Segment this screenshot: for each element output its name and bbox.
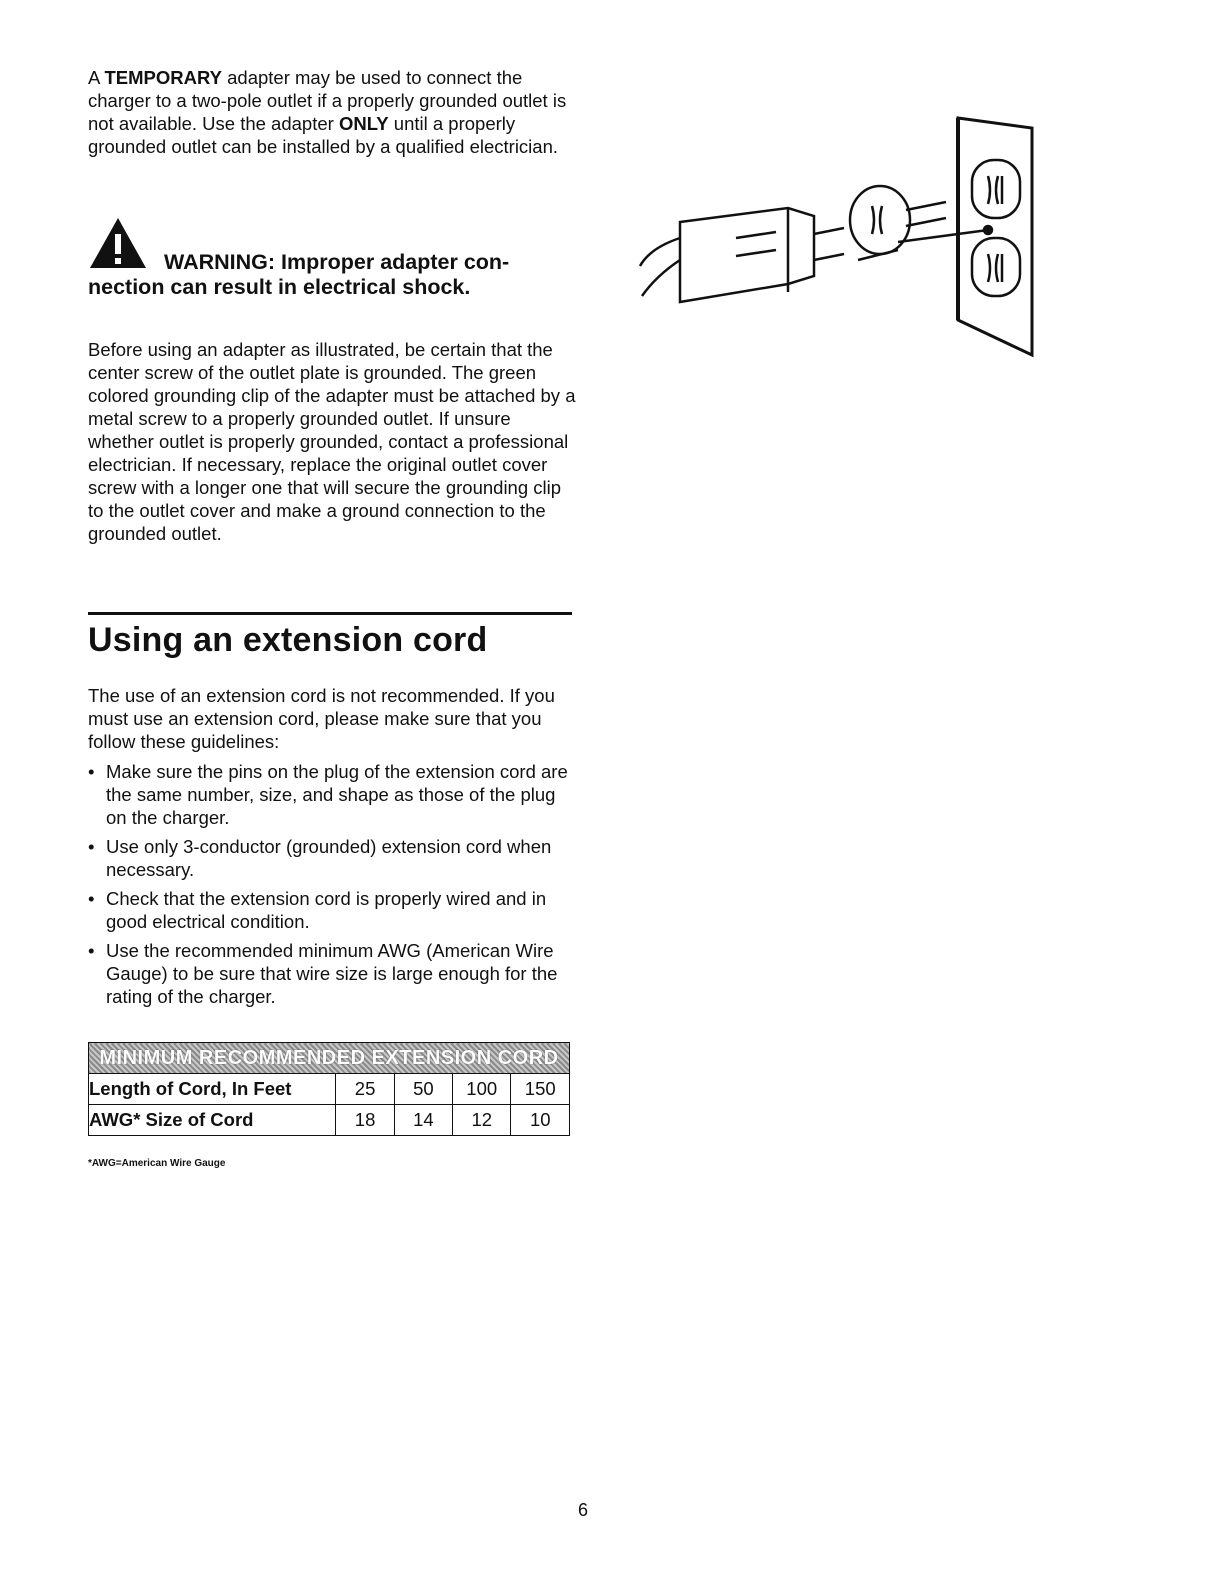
warning-block	[88, 216, 588, 300]
warning-line-2: nection can result in electrical shock.	[88, 275, 471, 299]
table-row	[89, 1105, 570, 1136]
table-cell: 25	[336, 1074, 394, 1105]
intro-text-b: adapter may be used to connect the charger to a two-pole outlet if a properly grounded outlet is not available. Use the adapter	[88, 67, 567, 134]
extension-cord-table	[88, 1042, 570, 1136]
table-cell: 18	[336, 1105, 394, 1136]
table-row	[89, 1074, 570, 1105]
intro-paragraph	[88, 66, 578, 158]
adapter-instructions-paragraph: Before using an adapter as illustrated, be certain that the center screw of the outlet plate is grounded. The green colored grounding clip of the adapter must be attached by a metal screw to a properly grounded outlet. If unsure whether outlet is properly grounded, contact a professional electrician. If necessary, replace the original outlet cover screw with a longer one that will secure the grounding clip to the outlet cover and make a ground connection to the grounded outlet.	[88, 339, 576, 544]
intro-text-c: until a properly grounded outlet can be installed by a qualified electrician.	[88, 113, 559, 157]
table-cell: 50	[394, 1074, 452, 1105]
list-item: • Use the recommended minimum AWG (American Wire Gauge) to be sure that wire size is large enough for the rating of the charger.	[88, 939, 578, 1008]
section-heading: Using an extension cord	[88, 621, 488, 659]
list-item: • Make sure the pins on the plug of the extension cord are the same number, size, and shape as those of the plug on the charger.	[88, 760, 578, 829]
table-cell: 10	[511, 1105, 570, 1136]
warning-line-1: WARNING: Improper adapter con-	[164, 250, 510, 274]
page-number: 6	[578, 1500, 589, 1520]
warning-text	[88, 250, 588, 300]
intro-only: ONLY	[338, 113, 389, 134]
row-label: AWG* Size of Cord	[89, 1105, 336, 1136]
list-item: • Check that the extension cord is properly wired and in good electrical condition.	[88, 887, 578, 933]
list-item: • Use only 3-conductor (grounded) extension cord when necessary.	[88, 835, 578, 881]
table-footnote: *AWG=American Wire Gauge	[88, 1158, 226, 1169]
intro-text-a: A	[88, 67, 105, 88]
table-cell: 14	[394, 1105, 452, 1136]
table-cell: 150	[511, 1074, 570, 1105]
table-cell: 100	[453, 1074, 511, 1105]
section-rule	[88, 612, 572, 615]
warning-triangle-icon	[88, 216, 148, 270]
extension-intro-paragraph: The use of an extension cord is not recommended. If you must use an extension cord, please make sure that you follow these guidelines:	[88, 685, 555, 752]
row-label: Length of Cord, In Feet	[89, 1074, 336, 1105]
adapter-outlet-illustration	[636, 110, 1056, 360]
guidelines-list	[88, 760, 578, 1014]
table-cell: 12	[453, 1105, 511, 1136]
table-title: MINIMUM RECOMMENDED EXTENSION CORD	[89, 1043, 570, 1074]
intro-temporary: TEMPORARY	[104, 67, 222, 88]
